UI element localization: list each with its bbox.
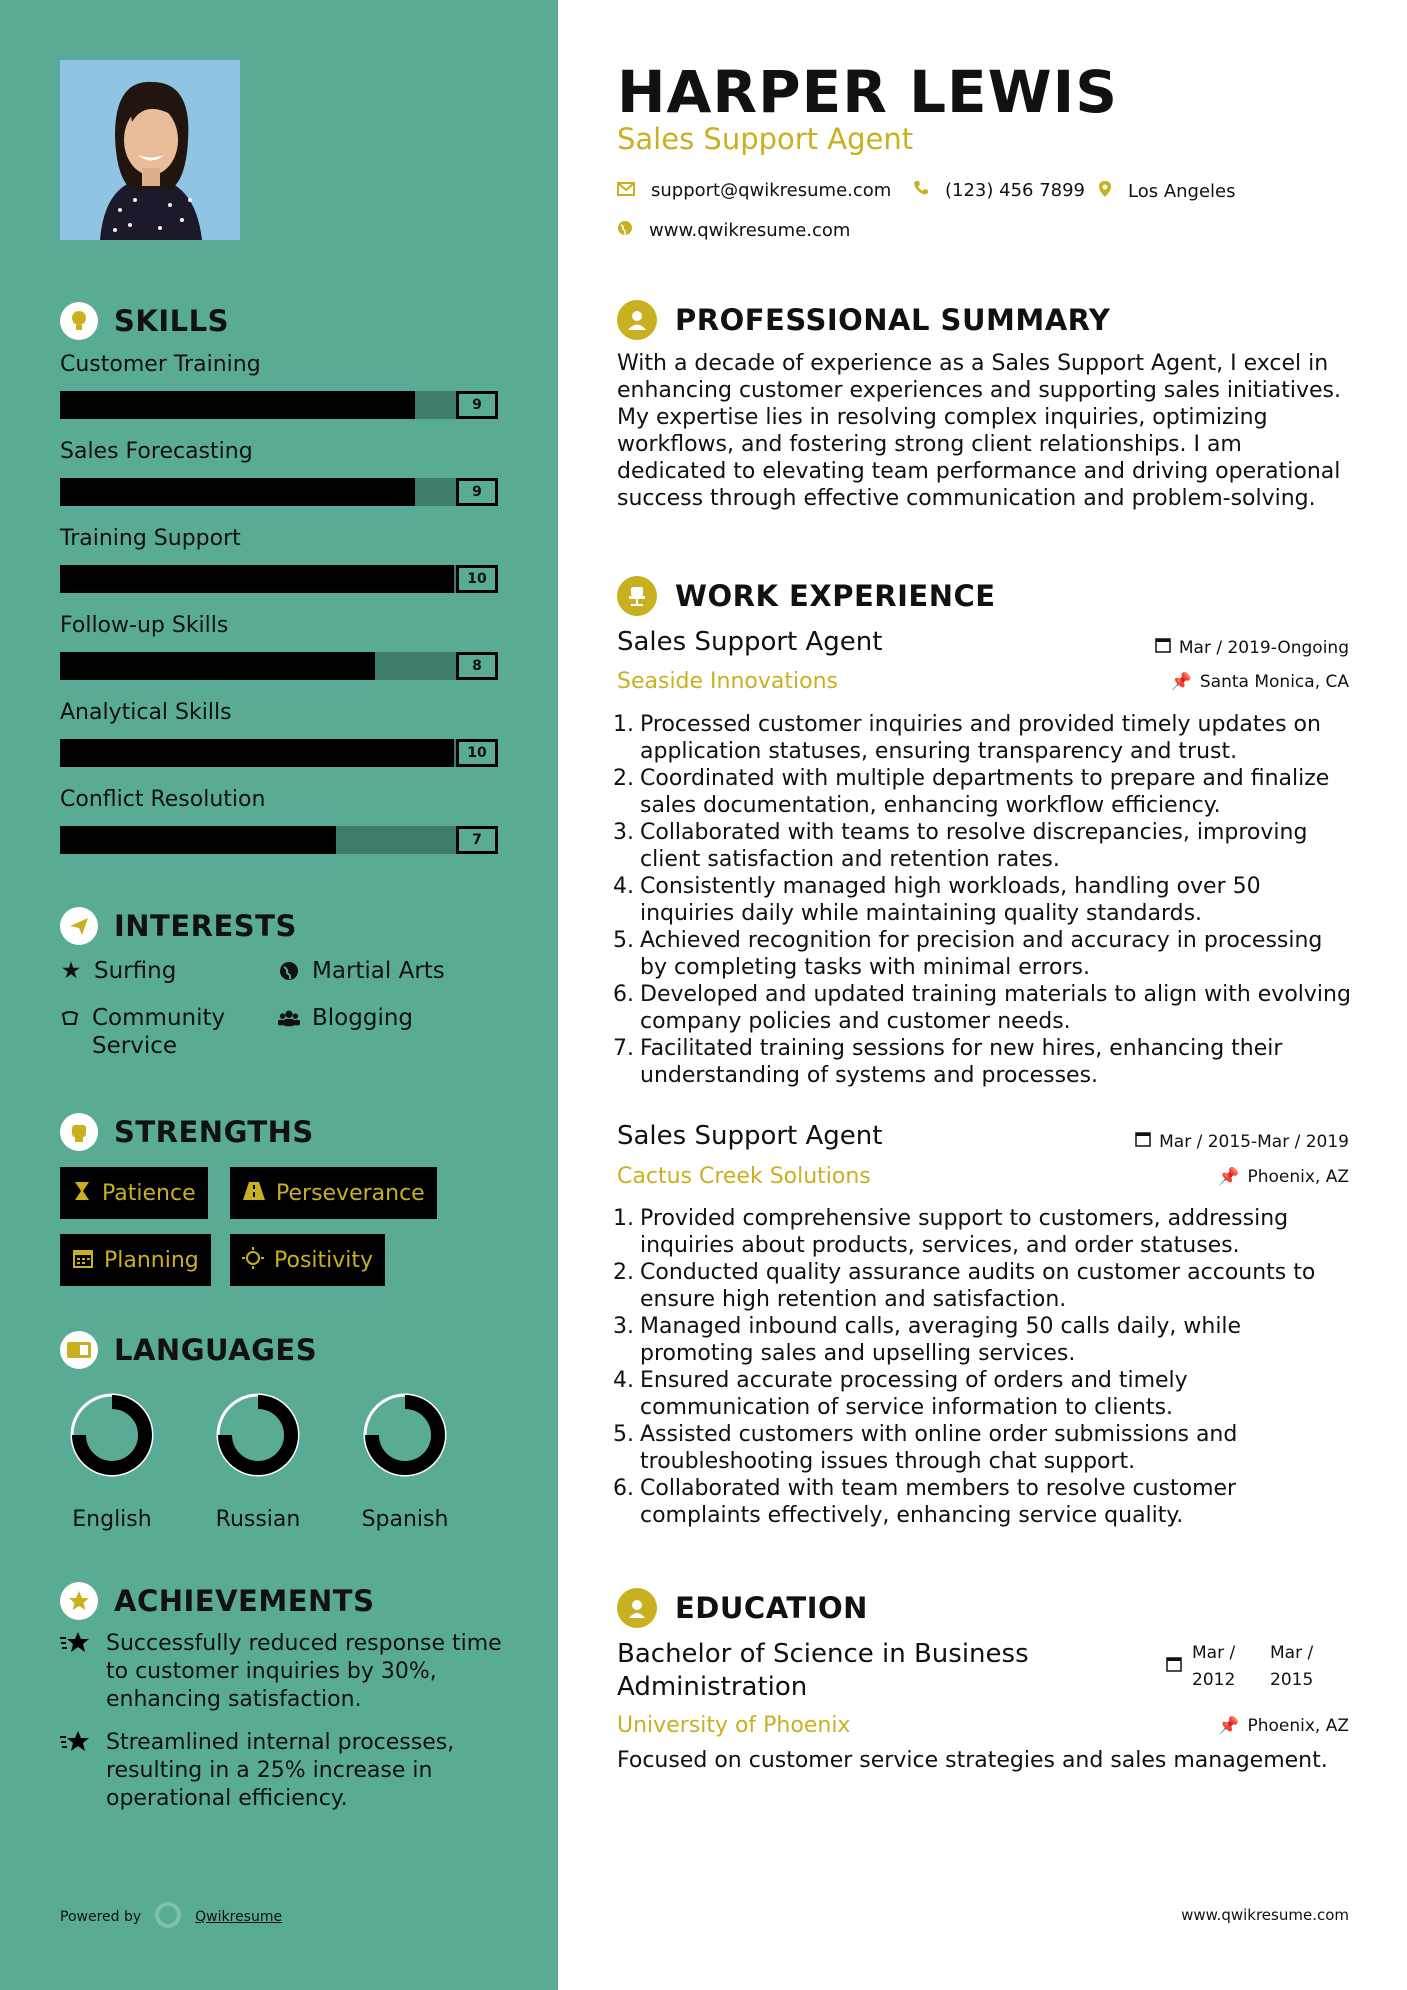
duty-text: Developed and updated training materials to align with evolving company policies and customer needs. (640, 982, 1351, 1034)
candidate-name: HARPER LEWIS (617, 58, 1118, 126)
duty-text: Provided comprehensive support to customers, addressing inquiries about products, services, and order statuses. (640, 1206, 1289, 1258)
email-text: support@qwikresume.com (651, 180, 892, 201)
achievement-item (60, 1729, 510, 1813)
strength-label: Perseverance (276, 1180, 425, 1206)
duty-number: 3. (613, 820, 634, 845)
skill-score: 9 (456, 478, 498, 506)
contact-website[interactable] (617, 220, 850, 241)
pin-icon: 📌 (1218, 1167, 1240, 1187)
lightbulb-icon (60, 302, 98, 340)
achievement-text: Successfully reduced response time to customer inquiries by 30%, enhancing satisfaction. (106, 1631, 502, 1712)
skill-item (60, 700, 498, 761)
strength-tag (60, 1234, 211, 1286)
powered-by-link[interactable]: Qwikresume (195, 1909, 283, 1925)
sun-icon (242, 1247, 264, 1273)
duty-text: Processed customer inquiries and provided timely updates on application statuses, ensuring transparency and trust. (640, 712, 1321, 764)
skill-name: Training Support (60, 526, 241, 551)
skill-item (60, 613, 498, 674)
achievements-heading (60, 1582, 374, 1620)
education-location (1218, 1716, 1349, 1736)
skill-bar-fill (60, 478, 415, 506)
skill-bar-fill (60, 739, 454, 767)
duty-item (608, 1205, 1353, 1259)
globe-icon (617, 220, 633, 241)
language-ring (62, 1385, 162, 1485)
pin-icon: 📌 (1218, 1716, 1240, 1736)
skill-score: 7 (456, 826, 498, 854)
education-heading (617, 1588, 868, 1628)
job-company: Seaside Innovations (617, 669, 838, 694)
job-date (1135, 1131, 1349, 1152)
experience-title: WORK EXPERIENCE (675, 579, 996, 613)
skills-title: SKILLS (114, 304, 229, 338)
language-item (47, 1385, 177, 1532)
duty-text: Conducted quality assurance audits on customer accounts to ensure high retention and satisfaction. (640, 1260, 1316, 1312)
interest-label: Martial Arts (312, 958, 445, 984)
footer-url[interactable]: www.qwikresume.com (1181, 1906, 1349, 1924)
paper-plane-icon (60, 907, 98, 945)
summary-text: With a decade of experience as a Sales Support Agent, I excel in enhancing customer experiences and supporting sales initiatives. My expertise lies in resolving complex inquiries, optimizing workflows, and fostering strong client relationships. I am dedicated to elevating team performance and driving operational success through effective communication and problem-solving. (617, 351, 1341, 511)
interest-label: Community Service (92, 1005, 226, 1059)
skill-name: Follow-up Skills (60, 613, 229, 638)
strengths-heading (60, 1113, 314, 1151)
strength-label: Positivity (274, 1247, 374, 1273)
summary-heading (617, 300, 1110, 340)
strength-label: Patience (102, 1180, 196, 1206)
graduate-icon (617, 1588, 657, 1628)
skill-name: Sales Forecasting (60, 439, 253, 464)
achievement-item (60, 1630, 510, 1714)
duty-item (608, 1421, 1353, 1475)
language-icon (60, 1331, 98, 1369)
duty-number: 6. (613, 1476, 634, 1501)
education-date-end: Mar / 2015 (1270, 1643, 1314, 1690)
duty-item (608, 711, 1353, 765)
job-title: Sales Support Agent (617, 627, 883, 657)
skill-score: 10 (456, 565, 498, 593)
skill-name: Customer Training (60, 352, 261, 377)
star-icon (60, 1729, 92, 1813)
job-location (1218, 1167, 1349, 1187)
skill-name: Conflict Resolution (60, 787, 266, 812)
strength-label: Planning (104, 1247, 199, 1273)
duty-text: Managed inbound calls, averaging 50 calls daily, while promoting sales and upselling services. (640, 1314, 1242, 1366)
hand-icon (60, 1004, 80, 1032)
achievement-text: Streamlined internal processes, resulting in a 25% increase in operational efficiency. (106, 1730, 455, 1811)
skill-bar (60, 652, 498, 680)
duty-item (608, 819, 1353, 873)
skill-bar (60, 565, 498, 593)
skill-score: 10 (456, 739, 498, 767)
hourglass-icon (72, 1180, 92, 1206)
skill-name: Analytical Skills (60, 700, 232, 725)
languages-heading (60, 1331, 317, 1369)
job-location (1171, 672, 1349, 692)
skill-bar (60, 391, 498, 419)
education-degree: Bachelor of Science in Business Administration (617, 1639, 1029, 1702)
language-ring (208, 1385, 308, 1485)
duty-item (608, 1475, 1353, 1529)
education-date-start: Mar / 2012 (1192, 1643, 1236, 1690)
duty-text: Facilitated training sessions for new hires, enhancing their understanding of systems and processes. (640, 1036, 1283, 1088)
website-text: www.qwikresume.com (649, 220, 851, 241)
interest-item (278, 1004, 413, 1032)
job-title: Sales Support Agent (617, 1121, 883, 1151)
star-badge-icon (60, 1582, 98, 1620)
calendar-icon (1166, 1640, 1182, 1694)
sidebar (0, 0, 558, 1990)
duty-text: Coordinated with multiple departments to prepare and finalize sales documentation, enhancing workflow efficiency. (640, 766, 1330, 818)
duty-text: Consistently managed high workloads, handling over 50 inquiries daily while maintaining quality standards. (640, 874, 1261, 926)
language-label: Spanish (361, 1507, 449, 1532)
job-duties (608, 1205, 1353, 1529)
duty-text: Achieved recognition for precision and accuracy in processing by completing tasks with minimal errors. (640, 928, 1323, 980)
star-icon: ★ (60, 958, 82, 984)
skill-bar (60, 478, 498, 506)
skill-bar-fill (60, 391, 415, 419)
skill-score: 9 (456, 391, 498, 419)
duty-item (608, 927, 1353, 981)
education-description: Focused on customer service strategies and sales management. (617, 1748, 1328, 1773)
duty-number: 1. (613, 1206, 634, 1231)
skill-item (60, 526, 498, 587)
languages-title: LANGUAGES (114, 1333, 318, 1367)
globe-icon (278, 957, 300, 985)
duty-number: 6. (613, 982, 634, 1007)
contact-location (1098, 180, 1236, 203)
skill-bar-fill (60, 652, 375, 680)
interests-heading (60, 907, 297, 945)
education-location-text: Phoenix, AZ (1247, 1716, 1349, 1736)
phone-icon (913, 180, 929, 201)
skill-bar-fill (60, 565, 454, 593)
duty-text: Ensured accurate processing of orders and timely communication of service information to clients. (640, 1368, 1188, 1420)
contact-email[interactable] (617, 180, 891, 201)
phone-text: (123) 456 7899 (945, 180, 1086, 201)
duty-item (608, 873, 1353, 927)
job-location-text: Santa Monica, CA (1199, 672, 1349, 692)
duty-number: 2. (613, 1260, 634, 1285)
pin-icon: 📌 (1170, 672, 1192, 692)
users-icon (278, 1004, 300, 1032)
skill-item (60, 439, 498, 500)
star-icon (60, 1630, 92, 1714)
duty-item (608, 1035, 1353, 1089)
duty-item (608, 981, 1353, 1035)
duty-number: 5. (613, 928, 634, 953)
candidate-role: Sales Support Agent (617, 122, 914, 156)
skill-item (60, 352, 498, 413)
duty-number: 1. (613, 712, 634, 737)
job-date (1155, 637, 1349, 658)
duty-number: 4. (613, 874, 634, 899)
language-item (193, 1385, 323, 1532)
strengths-title: STRENGTHS (114, 1115, 314, 1149)
duty-text: Collaborated with teams to resolve discrepancies, improving client satisfaction and retention rates. (640, 820, 1308, 872)
strength-tag (60, 1167, 208, 1219)
skill-item (60, 787, 498, 848)
duty-text: Collaborated with team members to resolve customer complaints effectively, enhancing service quality. (640, 1476, 1237, 1528)
interest-item (60, 1004, 270, 1060)
road-icon (242, 1181, 266, 1205)
calendar-icon (1135, 1131, 1151, 1152)
interests-title: INTERESTS (114, 909, 297, 943)
skill-score: 8 (456, 652, 498, 680)
interest-item (278, 957, 445, 985)
job-location-text: Phoenix, AZ (1247, 1167, 1349, 1187)
envelope-icon (617, 180, 635, 201)
language-label: Russian (215, 1507, 301, 1532)
experience-heading (617, 576, 996, 616)
contact-phone[interactable] (913, 180, 1085, 201)
duty-number: 7. (613, 1036, 634, 1061)
skill-bar (60, 739, 498, 767)
calendar-icon (1155, 637, 1171, 658)
language-item (340, 1385, 470, 1532)
skill-bar-fill (60, 826, 336, 854)
skill-bar (60, 826, 498, 854)
education-date (1166, 1640, 1322, 1694)
interest-label: Blogging (312, 1005, 414, 1031)
chair-icon (617, 576, 657, 616)
summary-title: PROFESSIONAL SUMMARY (675, 303, 1111, 337)
duty-item (608, 765, 1353, 819)
education-title: EDUCATION (675, 1591, 868, 1625)
qwikresume-logo-icon (153, 1900, 183, 1934)
duty-item (608, 1367, 1353, 1421)
powered-by-label: Powered by (60, 1909, 142, 1925)
interest-item (60, 957, 176, 985)
education-school: University of Phoenix (617, 1713, 851, 1738)
duty-number: 5. (613, 1422, 634, 1447)
profile-photo (60, 60, 240, 240)
powered-by (60, 1900, 282, 1934)
duty-number: 3. (613, 1314, 634, 1339)
strength-tag (230, 1167, 437, 1219)
duty-text: Assisted customers with online order submissions and troubleshooting issues through chat support. (640, 1422, 1238, 1474)
job-duties (608, 711, 1353, 1089)
duty-number: 2. (613, 766, 634, 791)
location-text: Los Angeles (1128, 181, 1236, 202)
user-icon (617, 300, 657, 340)
job-date-text: Mar / 2015-Mar / 2019 (1159, 1131, 1349, 1152)
job-date-text: Mar / 2019-Ongoing (1178, 637, 1349, 658)
language-label: English (72, 1507, 152, 1532)
language-ring (355, 1385, 455, 1485)
duty-item (608, 1259, 1353, 1313)
map-pin-icon (1098, 180, 1112, 203)
achievements-title: ACHIEVEMENTS (114, 1584, 375, 1618)
duty-number: 4. (613, 1368, 634, 1393)
interest-label: Surfing (94, 958, 177, 984)
calendar-icon (72, 1247, 94, 1273)
strength-tag (230, 1234, 385, 1286)
duty-item (608, 1313, 1353, 1367)
job-company: Cactus Creek Solutions (617, 1164, 871, 1189)
skills-heading (60, 302, 229, 340)
fist-icon (60, 1113, 98, 1151)
